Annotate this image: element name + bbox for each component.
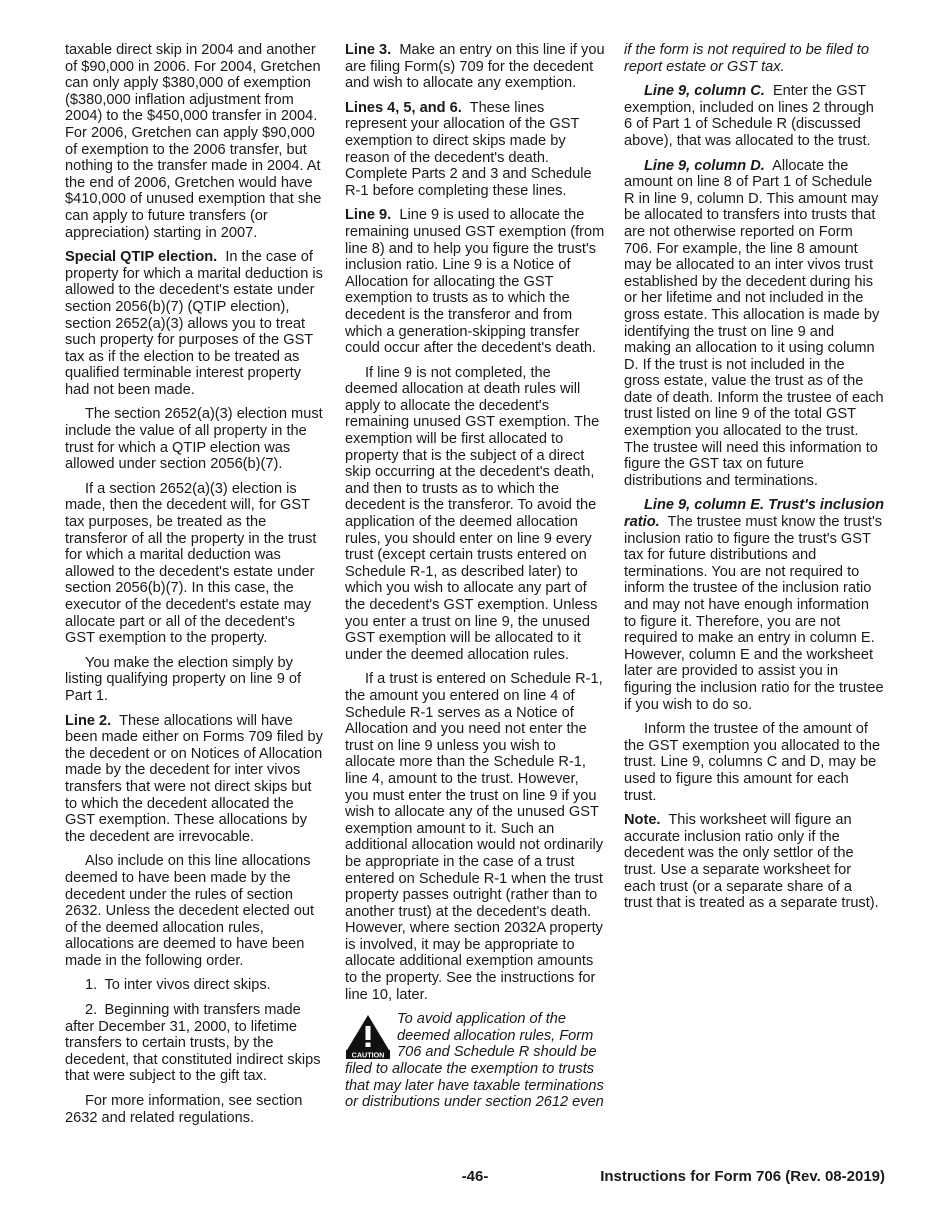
paragraph: You make the election simply by listing qualifying property on line 9 of Part 1.	[65, 654, 302, 704]
caution-block	[345, 1011, 605, 1111]
heading-column-d: Line 9, column D.	[644, 157, 765, 174]
column-middle	[345, 42, 605, 1111]
paragraph-column-c: Line 9, column C. Enter the GST exemption, included on lines 2 through 6 of Part 1 of Schedule R (discussed above), that was allocated to the trust.	[624, 83, 874, 149]
paragraph: If a trust is entered on Schedule R-1, the amount you entered on line 4 of Schedule R-1 serves as a Notice of Allocation and you need not enter the trust on line 9 unless you wish to allocate more than the Schedule R-1, line 4, amount to the trust. However, you must enter the trust on line 9 if you wish to allocate any of the unused GST exemption amount to it. Such an additional allocation would not ordinarily be appropriate in the case of a trust entered on Schedule R-1 when the trust property passes outright (rather than to another trust) at the decedent's death. However, where section 2032A property is involved, it may be appropriate to allocate additional exemption amounts to the property. See the instructions for line 10, later.	[345, 671, 603, 1003]
heading-line-2: Line 2.	[65, 712, 112, 729]
caution-label: CAUTION	[351, 1050, 385, 1060]
paragraph-line-9: Line 9. Line 9 is used to allocate the remaining unused GST exemption (from line 8) and to help you figure the trust's inclusion ratio. Line 9 is a Notice of Allocation for allocating the GST exemption to trusts as to which the decedent is the transferor and from which a generation-skipping transfer could occur after the decedent's death.	[345, 207, 605, 357]
heading-note: Note.	[624, 812, 661, 829]
heading-special-qtip: Special QTIP election.	[65, 249, 218, 266]
paragraph: The section 2652(a)(3) election must include the value of all property in the trust for which a QTIP election was allowed under section 2056(b)(7).	[65, 406, 323, 473]
column-left	[65, 42, 325, 1134]
page-number: -46-	[461, 1168, 489, 1185]
caution-icon	[345, 1013, 391, 1059]
paragraph: For more information, see section 2632 and related regulations.	[65, 1093, 303, 1126]
paragraph: Also include on this line allocations deemed to have been made by the decedent under the rules of section 2632. Unless the decedent elected out of the deemed allocation rules, allocations are deemed to have been made in the following order.	[65, 853, 315, 969]
column-right	[624, 42, 884, 920]
list-item: 2. Beginning with transfers made after December 31, 2000, to lifetime transfers to certain trusts, by the decedent, that constituted indirect skips that were subject to the gift tax.	[65, 1002, 321, 1085]
heading-column-c: Line 9, column C.	[644, 83, 765, 100]
paragraph: if the form is not required to be filed to report estate or GST tax.	[624, 42, 869, 75]
paragraph-line-2: Line 2. These allocations will have been made either on Forms 709 filed by the decedent or on Notices of Allocation made by the decedent for inter vivos transfers that were not direct skips but to which the decedent allocated the GST exemption. These allocations by the decedent are irrevocable.	[65, 712, 323, 845]
paragraph-column-d: Line 9, column D. Allocate the amount on line 8 of Part 1 of Schedule R in line 9, column D. This amount may be allocated to transfers into trusts that are not otherwise reported on Form 706. For example, the line 8 amount may be allocated to an inter vivos trust established by the decedent during his or her lifetime and not included in the gross estate. This allocation is made by identifying the trust on line 9 and making an allocation to it using column D. If the trust is not included in the gross estate, value the trust as of the date of death. Inform the trustee of each trust listed on line 9 of the total GST exemption you allocated to the trust. The trustee will need this information to figure the GST tax on future distributions and terminations.	[624, 157, 884, 489]
paragraph-line-3: Line 3. Make an entry on this line if you are filing Form(s) 709 for the decedent and wish to allocate any exemption.	[345, 42, 605, 92]
heading-lines-4-5-6: Lines 4, 5, and 6.	[345, 99, 462, 116]
form-title: Instructions for Form 706 (Rev. 08-2019)	[600, 1168, 885, 1185]
heading-column-e: Line 9, column E. Trust's inclusion ratio.	[624, 497, 884, 531]
list-item: 1. To inter vivos direct skips.	[85, 977, 271, 994]
paragraph: If a section 2652(a)(3) election is made, then the decedent will, for GST tax purposes, be treated as the transferor of all the property in the trust for which a marital deduction was allowed to the decedent's estate under section 2056(b)(7). In this case, the executor of the decedent's estate may allocate part or all of the decedent's GST exemption to the property.	[65, 480, 317, 647]
paragraph-special-qtip: Special QTIP election. In the case of property for which a marital deduction is allowed to the decedent's estate under section 2056(b)(7) (QTIP election), section 2652(a)(3) allows you to treat such property for purposes of the GST tax as if the election to be treated as qualified terminable interest property had not been made.	[65, 249, 323, 398]
paragraph: Inform the trustee of the amount of the GST exemption you allocated to the trust. Line 9, columns C and D, may be used to figure this amount for each trust.	[624, 721, 881, 804]
paragraph-note: Note. This worksheet will figure an accurate inclusion ratio only if the decedent was the only settlor of the trust. Use a separate worksheet for each trust (or a separate share of a trust that is treated as a separate trust).	[624, 812, 879, 912]
paragraph-lines-4-5-6: Lines 4, 5, and 6. These lines represent your allocation of the GST exemption to direct skips made by reason of the decedent's death. Complete Parts 2 and 3 and Schedule R-1 before completing these lines.	[345, 99, 592, 199]
heading-line-3: Line 3.	[345, 42, 392, 58]
heading-line-9: Line 9.	[345, 207, 392, 224]
paragraph-column-e: Line 9, column E. Trust's inclusion ratio. The trustee must know the trust's inclusion ratio to figure the trust's GST tax for future distributions and terminations. You are not required to inform the trustee of the inclusion ratio and may not have enough information to figure it. Therefore, you are not required to make an entry in column E. However, column E and the worksheet later are provided to assist you in figuring the inclusion ratio for the trustee if you wish to do so.	[624, 497, 884, 713]
caution-text: To avoid application of the deemed allocation rules, Form 706 and Schedule R should be filed to allocate the exemption to trusts that may later have taxable terminations or distributions under section 2612 even	[345, 1011, 604, 1111]
paragraph: If line 9 is not completed, the deemed allocation at death rules will apply to allocate the decedent's remaining unused GST exemption. The exemption will be first allocated to property that is the subject of a direct skip occurring at the decedent's death, and then to trusts as to which the decedent is the transferor. To avoid the application of the deemed allocation rules, you should enter on line 9 every trust (except certain trusts entered on Schedule R-1, as described later) to which you wish to allocate any part of the decedent's GST exemption. Unless you enter a trust on line 9, the unused GST exemption will be allocated to it under the deemed allocation rules.	[345, 364, 600, 663]
paragraph: taxable direct skip in 2004 and another of $90,000 in 2006. For 2004, Gretchen can only apply $380,000 of exemption ($380,000 inflation adjustment from 2004) to the $450,000 transfer in 2004. For 2006, Gretchen can apply $90,000 of exemption to the 2006 transfer, but nothing to the transfer made in 2004. At the end of 2006, Gretchen would have $410,000 of unused exemption that she can apply to future transfers (or appreciation) starting in 2007.	[65, 42, 322, 241]
